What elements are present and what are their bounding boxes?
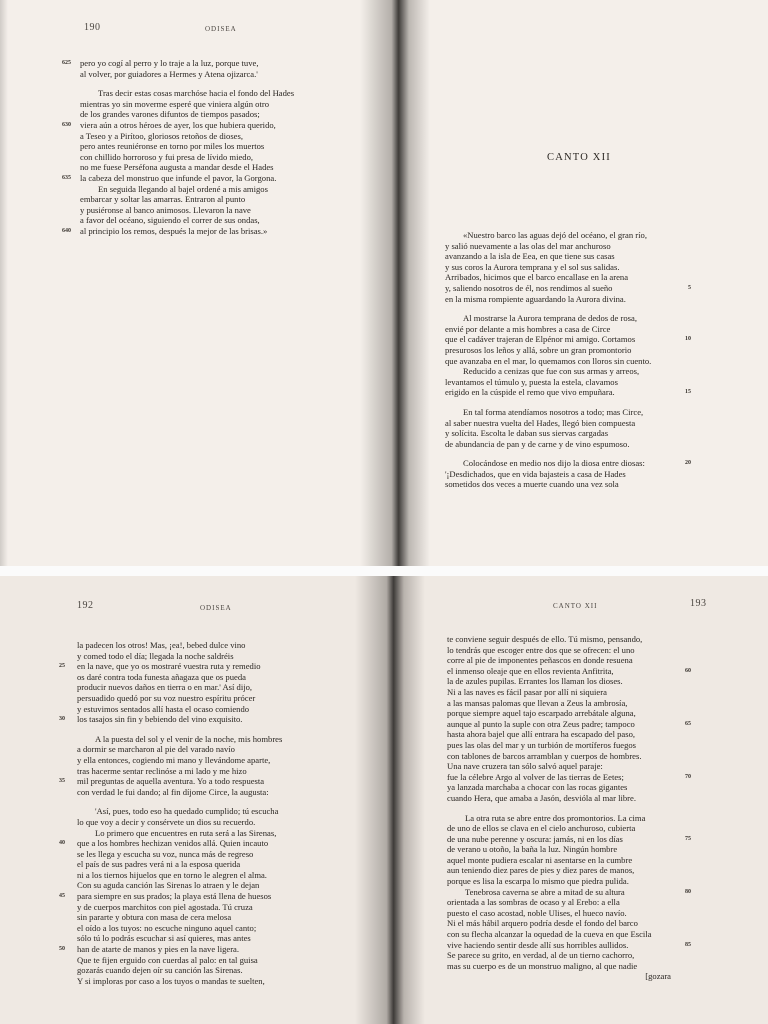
line-text: a las mansas palomas que llevan a Zeus la ambrosía, xyxy=(447,697,628,708)
text-line xyxy=(445,387,691,398)
line-number: 45 xyxy=(59,893,65,900)
paragraph-gap xyxy=(445,304,671,313)
text-line xyxy=(77,640,282,651)
line-text: persuadido quedó por su voz nuestro espíritu prócer xyxy=(77,692,256,703)
line-text: y, saliendo nosotros de él, nos rendimos al sueño xyxy=(445,282,613,293)
text-line xyxy=(77,734,282,745)
text-line xyxy=(447,698,671,709)
text-line xyxy=(77,787,282,798)
line-text: los tasajos sin fin y bebiendo del vino exquisito. xyxy=(77,714,243,725)
line-text: Colocándose en medio nos dijo la diosa entre diosas: xyxy=(463,458,645,469)
text-line xyxy=(77,704,282,715)
text-line xyxy=(445,334,691,345)
line-text: mil preguntas de aquella aventura. Yo a todo respuesta xyxy=(77,776,265,787)
text-line xyxy=(447,676,671,687)
text-line xyxy=(447,939,691,951)
text-line xyxy=(447,645,671,656)
line-text: Ni a las naves es fácil pasar por allí ni siquiera xyxy=(447,686,607,697)
text-line xyxy=(77,880,282,891)
line-text: que el cadáver trajeran de Elpénor mi amigo. Cortamos xyxy=(445,334,636,345)
text-line xyxy=(445,377,671,388)
line-text: sin pararte y obtura con masa de cera melosa xyxy=(77,912,232,923)
text-line xyxy=(447,793,671,804)
line-text: Tras decir estas cosas marchóse hacia el fondo del Hades xyxy=(98,88,295,99)
line-text: con verdad le fui dando; al fin díjome Circe, la augusta: xyxy=(77,786,269,797)
paragraph-gap xyxy=(77,725,282,734)
line-text: de uno de ellos se clava en el cielo anchuroso, cubierta xyxy=(447,823,636,834)
line-text: a dormir se marcharon al pie del varado navío xyxy=(77,744,235,755)
line-text: Reducido a cenizas que fue con sus armas y arreos, xyxy=(463,366,640,377)
line-text: al volver, por guiadores a Hermes y Atena ojizarca.' xyxy=(80,68,258,79)
text-line xyxy=(447,761,671,772)
line-text: lo que voy a decir y consérvete un dios su recuerdo. xyxy=(77,816,256,827)
line-text: fue la célebre Argo al volver de las tierras de Eetes; xyxy=(447,771,624,782)
line-text: Tenebrosa caverna se abre a mitad de su altura xyxy=(465,886,625,897)
line-number: 65 xyxy=(685,720,691,727)
line-text: envié por delante a mis hombres a casa de Circe xyxy=(445,323,611,334)
text-line xyxy=(77,651,282,662)
text-line xyxy=(445,272,671,283)
text-line xyxy=(447,782,671,793)
text-line xyxy=(445,458,691,469)
line-text: pues las olas del mar y un turbión de mortíferos fuegos xyxy=(447,739,637,750)
text-line xyxy=(445,407,671,418)
text-line xyxy=(445,251,671,262)
text-line xyxy=(445,294,671,305)
line-text: porque siempre aquel tajo escarpado arrebátale alguna, xyxy=(447,708,636,719)
line-text: se les llega y escucha su voz, nunca más de regreso xyxy=(77,848,254,859)
line-text: hasta ahora bajel que allí entrara ha escapado del paso, xyxy=(447,729,636,740)
text-line xyxy=(77,870,282,881)
text-line xyxy=(77,755,282,766)
line-number: 10 xyxy=(685,336,691,343)
line-text: En seguida llegando al bajel ordené a mis amigos xyxy=(98,183,268,194)
text-line xyxy=(80,184,294,195)
text-line xyxy=(77,806,282,817)
text-line xyxy=(80,99,294,110)
text-line xyxy=(62,172,294,184)
text-line xyxy=(59,661,282,672)
text-line xyxy=(77,744,282,755)
text-line xyxy=(447,634,671,645)
text-line xyxy=(77,902,282,913)
line-text: con chillido horroroso y fui presa de lívido miedo, xyxy=(80,151,254,162)
line-text: os daré contra toda funesta añagaza que os pueda xyxy=(77,671,246,682)
page-192 xyxy=(0,576,380,1024)
text-line xyxy=(445,439,671,450)
text-line xyxy=(62,58,294,69)
line-text: aun teniendo diez pares de pies y diez pares de manos, xyxy=(447,865,635,876)
text-line xyxy=(59,714,282,725)
text-line xyxy=(80,152,294,163)
text-line xyxy=(447,865,671,876)
text-line xyxy=(447,665,691,677)
line-text: con tablones de barcos arramblan y cuerpos de hombres. xyxy=(447,750,642,761)
body-text xyxy=(447,634,691,982)
paragraph-gap xyxy=(445,449,671,458)
text-line xyxy=(445,241,671,252)
canto-title: CANTO XII xyxy=(547,152,611,163)
page-number: 190 xyxy=(84,22,101,33)
line-text: y salió nuevamente a las olas del mar anchuroso xyxy=(445,240,611,251)
line-number: 50 xyxy=(59,946,65,953)
line-number: 640 xyxy=(62,227,71,234)
text-line xyxy=(447,655,671,666)
line-text: ni a los tiernos hijuelos que en torno le alegren el alma. xyxy=(77,869,267,880)
text-line xyxy=(80,109,294,120)
text-line xyxy=(445,469,671,480)
text-line xyxy=(80,141,294,152)
line-text: Se parece su grito, en verdad, al de un tierno cachorro, xyxy=(447,950,635,961)
line-text: de verano u otoño, la baña la luz. Ningún hombre xyxy=(447,844,618,855)
line-text: corre al pie de imponentes peñascos en donde resuena xyxy=(447,655,633,666)
text-line xyxy=(80,205,294,216)
line-text: Ni el más hábil arquero podría desde el fondo del barco xyxy=(447,918,638,929)
line-text: y solícita. Escolta le daban sus siervas cargadas xyxy=(445,428,609,439)
line-text: el inmenso oleaje que en ellos revienta Anfitrita, xyxy=(447,665,614,676)
text-line xyxy=(77,965,282,976)
line-text: a favor del océano, siguiendo el correr de sus ondas, xyxy=(80,215,260,226)
line-text: producir nuevos daños en tierra o en mar.' Así dijo, xyxy=(77,682,253,693)
text-line xyxy=(447,729,671,740)
line-text: en la misma rompiente aguardando la Aurora divina. xyxy=(445,293,626,304)
text-line xyxy=(80,88,294,99)
text-line xyxy=(447,708,671,719)
line-number: 625 xyxy=(62,60,71,66)
line-text: levantamos el túmulo y, puesta la estela, clavamos xyxy=(445,376,618,387)
text-line xyxy=(62,225,294,237)
line-text: Una nave cruzera tan sólo salvó aquel paraje: xyxy=(447,761,603,772)
line-text: de una nube perenne y oscura: jamás, ni en los días xyxy=(447,833,623,844)
text-line xyxy=(77,828,282,839)
line-number: 630 xyxy=(62,121,71,128)
text-line xyxy=(447,971,671,982)
line-text: el país de sus padres verá ni a la esposa querida xyxy=(77,859,241,870)
line-text: pero antes reuniéronse en torno por miles los muertos xyxy=(80,141,265,152)
line-text: a Teseo y a Pirítoo, gloriosos retoños de dioses, xyxy=(80,130,243,141)
line-text: Que te fijen erguido con cuerdas al palo: en tal guisa xyxy=(77,954,258,965)
text-line xyxy=(447,886,691,898)
text-line xyxy=(447,751,671,762)
text-line xyxy=(77,912,282,923)
line-text: 'Así, pues, todo eso ha quedado cumplido; tú escucha xyxy=(95,806,279,817)
line-number: 15 xyxy=(685,389,691,396)
line-text: con su flecha alcanzar la oquedad de la cueva en que Escila xyxy=(447,929,652,940)
page-193 xyxy=(385,576,768,1024)
text-line xyxy=(445,262,671,273)
line-number: 40 xyxy=(59,840,65,847)
line-text: Al mostrarse la Aurora temprana de dedos de rosa, xyxy=(463,313,637,324)
text-line xyxy=(77,849,282,860)
text-line xyxy=(77,817,282,828)
text-line xyxy=(59,838,282,849)
text-line xyxy=(447,876,671,887)
text-line xyxy=(445,418,671,429)
text-line xyxy=(80,215,294,226)
text-line xyxy=(80,69,294,80)
line-text: la padecen los otros! Mas, ¡ea!, bebed dulce vino xyxy=(77,640,246,650)
line-text: te conviene seguir después de ello. Tú mismo, pensando, xyxy=(447,634,643,644)
line-text: A la puesta del sol y el venir de la noche, mis hombres xyxy=(95,733,283,744)
line-number: 70 xyxy=(685,773,691,780)
line-text: viera aún a otros héroes de ayer, los que hubiera querido, xyxy=(80,119,276,130)
text-line xyxy=(445,366,671,377)
line-text: Y si imploras por caso a los tuyos o mandas te suelten, xyxy=(77,975,265,986)
text-line xyxy=(447,687,671,698)
text-line xyxy=(77,693,282,704)
text-line xyxy=(77,859,282,870)
line-number: 635 xyxy=(62,174,71,181)
line-text: y sus coros la Aurora temprana y el sol sus salidas. xyxy=(445,261,620,272)
line-text: en la nave, que yo os mostraré vuestra ruta y remedio xyxy=(77,661,261,672)
separator xyxy=(0,566,768,576)
text-line xyxy=(77,672,282,683)
line-text: presurosos los leños y allá, sobre un gran promontorio xyxy=(445,344,632,355)
line-text: mas su cuerpo es de un monstruo maligno, al que nadie xyxy=(447,960,638,971)
line-text: «Nuestro barco las aguas dejó del océano, el gran río, xyxy=(463,230,647,240)
text-line xyxy=(59,776,282,787)
line-text: orientada a las sombras de ocaso y al Erebo: a ella xyxy=(447,897,620,908)
running-head: ODISEA xyxy=(205,25,237,33)
text-line xyxy=(447,918,671,929)
text-line xyxy=(445,356,671,367)
line-text: cuando Hera, que amaba a Jasón, desvióla al mar libre. xyxy=(447,792,636,803)
text-line xyxy=(77,766,282,777)
text-line xyxy=(447,950,671,961)
line-text: sometidos dos veces a muerte cuando una vez sola xyxy=(445,479,619,490)
line-text: no me fuese Perséfona augusta a mandar desde el Hades xyxy=(80,162,274,173)
line-text: al principio los remos, después la mejor de las brisas.» xyxy=(80,225,268,236)
text-line xyxy=(445,428,671,439)
page-190 xyxy=(0,0,380,566)
text-line xyxy=(445,282,691,294)
line-number: 30 xyxy=(59,716,65,723)
line-text: aunque al punto la suple con otra Zeus padre; tampoco xyxy=(447,718,635,729)
line-text: la cabeza del monstruo que infunde el pavor, la Gorgona. xyxy=(80,172,277,183)
line-text: y ella entonces, cogiendo mi mano y llevándome aparte, xyxy=(77,754,271,765)
paragraph-gap xyxy=(77,797,282,806)
line-text: sólo tú lo podrás escuchar si así quieres, mas antes xyxy=(77,933,251,944)
paragraph-gap xyxy=(445,398,671,407)
running-head: CANTO XII xyxy=(553,602,598,610)
text-line xyxy=(77,933,282,944)
line-text: vive haciendo sentir desde allí sus horribles aullidos. xyxy=(447,939,629,950)
line-text: aquel monte pudiera escalar ni asentarse en la cumbre xyxy=(447,854,633,865)
line-text: de abundancia de pan y de carne y de vino espumoso. xyxy=(445,438,630,449)
line-text: Arribados, hicimos que el barco encallase en la arena xyxy=(445,272,629,283)
line-text: gozarás cuando dejen oír su canción las Sirenas. xyxy=(77,965,243,976)
page-191 xyxy=(385,0,768,566)
bottom-book-spread xyxy=(0,576,768,1024)
line-text: '¡Desdichados, que en vida bajasteis a casa de Hades xyxy=(445,468,626,479)
line-text: mientras yo sin moverme esperé que viniera algún otro xyxy=(80,98,270,109)
text-line xyxy=(445,313,671,324)
text-line xyxy=(447,961,671,972)
line-text: avanzando a la isla de Eea, en que tiene sus casas xyxy=(445,251,615,262)
line-text: y de cuerpos marchitos con piel agostada. Tú cruza xyxy=(77,901,253,912)
text-line xyxy=(80,162,294,173)
body-text xyxy=(59,640,283,986)
line-text: Con su aguda canción las Sirenas lo atraen y le dejan xyxy=(77,880,260,891)
text-line xyxy=(77,682,282,693)
line-text: erigido en la cúspide el remo que vivo empuñara. xyxy=(445,387,615,398)
line-text: de los grandes varones difuntos de tiempos pasados; xyxy=(80,109,260,120)
line-text: que avanzaba en el mar, lo quemamos con lloros sin cuento. xyxy=(445,355,652,366)
text-line xyxy=(447,929,671,940)
line-text: han de atarte de manos y pies en la nave ligera. xyxy=(77,944,240,955)
line-number: 25 xyxy=(59,663,65,670)
running-head: ODISEA xyxy=(200,604,232,612)
line-text: porque es lisa la escarpa lo mismo que piedra pulida. xyxy=(447,876,629,887)
line-text: En tal forma atendíamos nosotros a todo; mas Circe, xyxy=(463,406,644,417)
text-line xyxy=(445,324,671,335)
text-line xyxy=(445,479,671,490)
text-line xyxy=(447,833,691,845)
line-text: La otra ruta se abre entre dos promontorios. La cima xyxy=(465,812,646,823)
text-line xyxy=(447,844,671,855)
text-line xyxy=(77,923,282,934)
line-text: y pusiéronse al banco animosos. Llevaron la nave xyxy=(80,204,251,215)
line-number: 35 xyxy=(59,778,65,785)
line-number: 80 xyxy=(685,888,691,895)
line-text: al saber nuestra vuelta del Hades, llegó bien compuesta xyxy=(445,417,636,428)
text-line xyxy=(59,891,282,902)
text-line xyxy=(447,897,671,908)
line-text: y comed todo el día; llegada la noche saldréis xyxy=(77,650,234,661)
line-text: la de azules pupilas. Errantes los llaman los dioses. xyxy=(447,676,623,687)
line-text: embarcar y soltar las amarras. Entraron al punto xyxy=(80,194,246,205)
text-line xyxy=(447,718,691,730)
paragraph-gap xyxy=(447,804,671,813)
line-text: pero yo cogí al perro y lo traje a la luz, porque tuve, xyxy=(80,58,259,68)
text-line xyxy=(80,194,294,205)
line-number: 85 xyxy=(685,941,691,948)
line-text: lo tendrás que escoger entre dos que se ofrecen: el uno xyxy=(447,644,635,655)
text-line xyxy=(447,771,691,783)
text-line xyxy=(447,823,671,834)
line-text: y estuvimos sentados allí hasta el ocaso comiendo xyxy=(77,703,250,714)
body-text xyxy=(445,230,691,490)
page-number: 192 xyxy=(77,600,94,611)
line-number: 20 xyxy=(685,460,691,467)
text-line xyxy=(447,740,671,751)
line-number: 60 xyxy=(685,667,691,674)
text-line xyxy=(77,955,282,966)
paragraph-gap xyxy=(80,79,294,88)
text-line xyxy=(447,813,671,824)
text-line xyxy=(447,908,671,919)
line-text: Lo primero que encuentres en ruta será a las Sirenas, xyxy=(95,827,277,838)
line-text: para siempre en sus prados; la playa está llena de huesos xyxy=(77,891,272,902)
line-text: ya lanzada marchaba a chocar con las rocas gigantes xyxy=(447,782,628,793)
line-text: el oído a los tuyos: no escuche ninguno aquel canto; xyxy=(77,922,257,933)
text-line xyxy=(445,345,671,356)
text-line xyxy=(80,131,294,142)
line-number: 75 xyxy=(685,835,691,842)
line-number: 5 xyxy=(688,284,691,291)
line-text: que a los hombres hechizan venidos allá. Quien incauto xyxy=(77,838,269,849)
line-text: puesto el caso acostad, noble Ulises, el hueco navío. xyxy=(447,907,627,918)
text-line xyxy=(447,855,671,866)
text-line xyxy=(77,976,282,987)
page-number: 193 xyxy=(690,598,707,609)
body-text xyxy=(62,58,295,237)
line-text: [gozara xyxy=(645,971,671,982)
text-line xyxy=(62,119,294,131)
text-line xyxy=(445,230,671,241)
line-text: tras hacerme sentar reclinóse a mi lado y me hizo xyxy=(77,765,247,776)
text-line xyxy=(59,944,282,955)
